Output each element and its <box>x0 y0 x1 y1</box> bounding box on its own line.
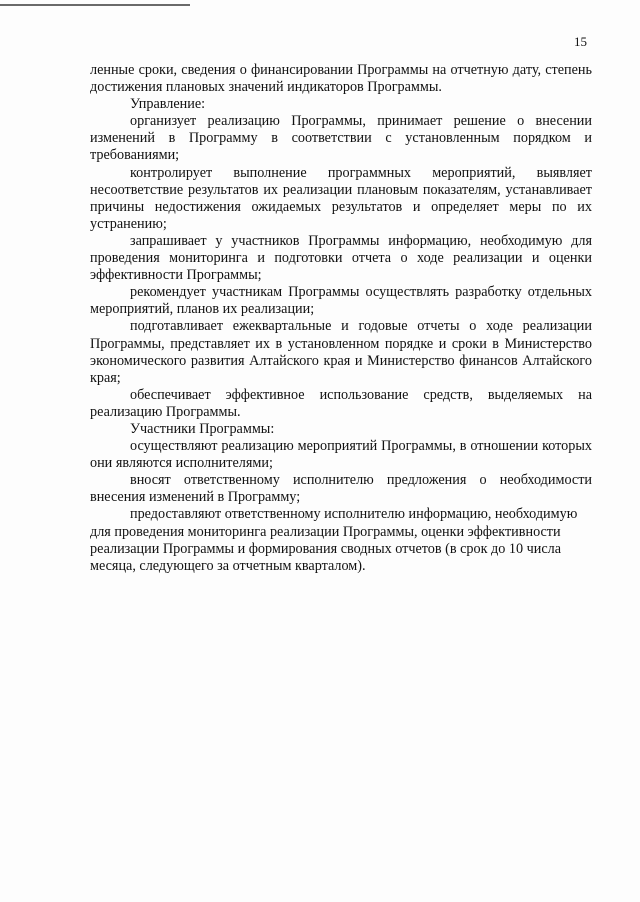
paragraph-provide-information: предоставляют ответственному исполнителю информацию, необходимую для проведения мониторинга реализации Программы, оценки эффективности реализации Программы и формирования сводных отчетов (в срок до 10 числа месяца, следующего за отчетным кварталом). <box>90 506 578 574</box>
section-heading-management: Управление: <box>130 96 206 113</box>
paragraph-recommends: рекомендует участникам Программы осуществлять разработку отдельных мероприятий, планов их реализации; <box>90 284 592 318</box>
paragraph-ensures-use: обеспечивает эффективное использование средств, выделяемых на реализацию Программы. <box>90 386 592 420</box>
paragraph-submit-proposals: вносят ответственному исполнителю предложения о необходимости внесения изменений в Программу; <box>90 472 592 506</box>
paragraph-requests: запрашивает у участников Программы информацию, необходимую для проведения мониторинга и подготовки отчета о ходе реализации и оценки эффективности Программы; <box>90 232 592 284</box>
paragraph-implement: осуществляют реализацию мероприятий Программы, в отношении которых они являются исполнителями; <box>90 438 592 472</box>
page-number: 15 <box>574 34 587 49</box>
paragraph-continuation: ленные сроки, сведения о финансировании Программы на отчетную дату, степень достижения плановых значений индикаторов Программы. <box>90 62 592 96</box>
document-body <box>90 62 592 575</box>
paragraph-controls: контролирует выполнение программных мероприятий, выявляет несоответствие результатов их реализации плановым показателям, устанавливает причины недостижения ожидаемых результатов и определяет меры по их устранению; <box>90 164 592 232</box>
section-heading-participants: Участники Программы: <box>130 420 275 437</box>
top-rule-line <box>0 4 190 6</box>
paragraph-prepares-reports: подготавливает ежеквартальные и годовые отчеты о ходе реализации Программы, представляет их в установленном порядке и сроки в Министерство экономического развития Алтайского края и Министерство финансов Алтайского края; <box>90 318 592 386</box>
paragraph-organizes: организует реализацию Программы, принимает решение о внесении изменений в Программу в соответствии с установленным порядком и требованиями; <box>90 113 592 164</box>
